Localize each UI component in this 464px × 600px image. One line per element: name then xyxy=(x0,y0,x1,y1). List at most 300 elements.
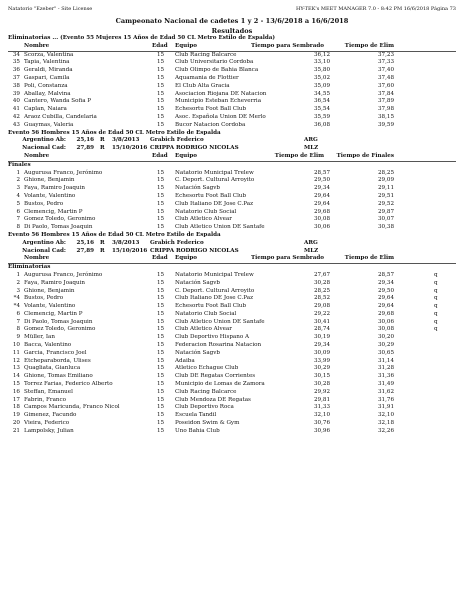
row-qualifier: q xyxy=(434,271,438,278)
row-final: 31,91 xyxy=(377,404,394,411)
row-final: 30,29 xyxy=(377,342,394,349)
row-team: Municipio Esteban Echeverria xyxy=(175,98,262,105)
row-team: Natatorio Municipal Trelew xyxy=(175,169,254,176)
row-seed: 28,74 xyxy=(313,326,330,333)
event-title: Evento 56 Hombres 15 Años de Edad 50 CL Metro Estilo de Espalda xyxy=(8,231,221,238)
row-seed: 28,57 xyxy=(313,169,330,176)
row-name: Faya, Ramiro Joaquin xyxy=(24,279,85,286)
row-age: 15 xyxy=(157,51,165,58)
row-age: 15 xyxy=(157,295,165,302)
row-team: Escuela Tandil xyxy=(175,412,217,419)
row-team: Club Universitario Cordoba xyxy=(175,59,254,66)
row-team: Poseidon Swim & Gym xyxy=(175,420,240,427)
col-name: Nombre xyxy=(24,42,50,49)
row-age: 15 xyxy=(157,303,165,310)
row-final: 30,20 xyxy=(377,334,394,341)
row-team: Natación Sagvb xyxy=(175,349,220,356)
row-name: Ghione, Tomas Emiliano xyxy=(24,373,93,380)
row-seed: 30,15 xyxy=(313,373,330,380)
table-row xyxy=(8,381,456,389)
row-place: 1 xyxy=(16,169,20,176)
row-place: 11 xyxy=(12,349,20,356)
row-name: Tapia, Valentina xyxy=(24,59,70,66)
row-name: Geraldi, Miranda xyxy=(24,67,73,74)
row-age: 15 xyxy=(157,310,165,317)
row-name: Volante, Valentino xyxy=(24,192,76,199)
row-place: 4 xyxy=(16,192,20,199)
row-name: Lampolsky, Julian xyxy=(24,427,74,434)
row-age: 15 xyxy=(157,121,165,128)
row-qualifier: q xyxy=(434,326,438,333)
row-age: 15 xyxy=(157,271,165,278)
row-team: Asociacion Riojana DE Natacion xyxy=(175,90,267,97)
row-team: Echesortu Foot Ball Club xyxy=(175,192,247,199)
row-age: 15 xyxy=(157,67,165,74)
table-row xyxy=(8,91,456,99)
row-team: Club DE Regatas Corrientes xyxy=(175,373,256,380)
row-age: 15 xyxy=(157,396,165,403)
table-row xyxy=(8,404,456,412)
table-row xyxy=(8,201,456,209)
row-seed: 29,34 xyxy=(313,185,330,192)
row-seed: 27,67 xyxy=(313,271,330,278)
row-team: Bucor Natacion Cordoba xyxy=(175,121,246,128)
row-team: Natatorio Club Social xyxy=(175,310,237,317)
row-qualifier: q xyxy=(434,279,438,286)
row-final: 37,23 xyxy=(377,51,394,58)
row-age: 15 xyxy=(157,420,165,427)
subhead-label: Eliminatorias xyxy=(8,264,51,271)
row-age: 15 xyxy=(157,427,165,434)
column-headers xyxy=(8,43,456,52)
table-row xyxy=(8,59,456,67)
column-headers xyxy=(8,255,456,264)
subhead xyxy=(8,264,456,272)
row-seed: 35,59 xyxy=(313,113,330,120)
row-final: 31,14 xyxy=(377,357,394,364)
row-name: Poli, Constanza xyxy=(24,82,68,89)
table-row xyxy=(8,224,456,232)
record-label: Argentino Ab: xyxy=(22,137,66,144)
row-age: 15 xyxy=(157,381,165,388)
page-header xyxy=(8,6,456,15)
row-final: 29,64 xyxy=(377,295,394,302)
row-team: Club Italiano DE Jose C.Paz xyxy=(175,295,254,302)
record-label: Nacional Cad: xyxy=(22,247,66,254)
record-code: MLZ xyxy=(304,247,319,254)
col-seed: Tiempo para Sembrado xyxy=(250,42,324,49)
row-age: 15 xyxy=(157,287,165,294)
row-name: Müller, Ian xyxy=(24,334,55,341)
row-name: Augurusa Franco, Jerónimo xyxy=(24,169,103,176)
row-seed: 29,81 xyxy=(313,396,330,403)
row-team: Natatorio Club Social xyxy=(175,208,237,215)
row-place: 8 xyxy=(16,326,20,333)
row-seed: 29,92 xyxy=(313,388,330,395)
row-place: 12 xyxy=(12,357,20,364)
row-team: Club Mendoza DE Regatas xyxy=(175,396,251,403)
record-flag: R xyxy=(100,247,105,254)
row-final: 30,06 xyxy=(377,318,394,325)
row-qualifier: q xyxy=(434,303,438,310)
row-seed: 36,12 xyxy=(313,51,330,58)
row-place: 19 xyxy=(12,412,20,419)
row-age: 15 xyxy=(157,59,165,66)
row-team: Club Racing Balcarce xyxy=(175,388,237,395)
table-row xyxy=(8,295,456,303)
record-holder: Grabich Federico xyxy=(150,239,204,246)
row-seed: 28,52 xyxy=(313,295,330,302)
table-row xyxy=(8,428,456,436)
table-row xyxy=(8,177,456,185)
row-place: 42 xyxy=(12,113,20,120)
row-team: Club Atletico Union DE Santafe xyxy=(175,224,265,231)
row-team: Club Atletico Alvear xyxy=(175,216,232,223)
row-team: El Club Alta Gracia xyxy=(175,82,230,89)
row-final: 32,10 xyxy=(377,412,394,419)
row-place: 21 xyxy=(12,427,20,434)
row-seed: 35,02 xyxy=(313,74,330,81)
row-place: 3 xyxy=(16,287,20,294)
row-final: 29,52 xyxy=(377,200,394,207)
row-team: Aquamania de Flottier xyxy=(175,74,239,81)
table-row xyxy=(8,350,456,358)
row-age: 15 xyxy=(157,388,165,395)
table-row xyxy=(8,52,456,60)
table-row xyxy=(8,326,456,334)
row-place: *4 xyxy=(13,303,20,310)
row-seed: 30,28 xyxy=(313,381,330,388)
record-line xyxy=(8,137,456,145)
row-name: Cantero, Wanda Sofia P xyxy=(24,98,92,105)
row-team: Club Atletico Union DE Santafe xyxy=(175,318,265,325)
table-row xyxy=(8,75,456,83)
table-row xyxy=(8,280,456,288)
row-seed: 29,22 xyxy=(313,310,330,317)
table-row xyxy=(8,420,456,428)
row-place: 34 xyxy=(12,51,20,58)
table-row xyxy=(8,373,456,381)
row-place: 5 xyxy=(16,200,20,207)
row-team: Adaiba xyxy=(175,357,195,364)
row-name: Guaymas, Valeria xyxy=(24,121,74,128)
row-place: 13 xyxy=(12,365,20,372)
row-place: 7 xyxy=(16,318,20,325)
row-seed: 33,10 xyxy=(313,59,330,66)
row-place: 41 xyxy=(12,106,20,113)
row-seed: 34,55 xyxy=(313,90,330,97)
record-flag: R xyxy=(100,137,105,144)
row-seed: 31,33 xyxy=(313,404,330,411)
row-final: 31,49 xyxy=(377,381,394,388)
row-final: 31,62 xyxy=(377,388,394,395)
row-final: 31,76 xyxy=(377,396,394,403)
row-name: Bustos, Pedro xyxy=(24,295,64,302)
row-final: 29,50 xyxy=(377,287,394,294)
row-team: Club Racing Balcarce xyxy=(175,51,237,58)
row-name: Aballay, Malvina xyxy=(24,90,71,97)
row-seed: 30,41 xyxy=(313,318,330,325)
row-final: 37,60 xyxy=(377,82,394,89)
record-flag: R xyxy=(100,239,105,246)
row-final: 29,51 xyxy=(377,192,394,199)
row-name: Volante, Valentino xyxy=(24,303,76,310)
row-name: Clemencig, Martin P xyxy=(24,310,83,317)
table-row xyxy=(8,272,456,280)
row-final: 38,15 xyxy=(377,113,394,120)
row-team: Natación Sagvb xyxy=(175,279,220,286)
table-row xyxy=(8,67,456,75)
row-age: 15 xyxy=(157,224,165,231)
row-name: Scorza, Valentina xyxy=(24,51,74,58)
row-final: 29,34 xyxy=(377,279,394,286)
record-date: 15/10/2016 xyxy=(112,247,148,254)
row-age: 15 xyxy=(157,113,165,120)
row-place: 10 xyxy=(12,342,20,349)
row-team: Club Deportivo Hispano A xyxy=(175,334,250,341)
row-seed: 29,08 xyxy=(313,303,330,310)
row-age: 15 xyxy=(157,279,165,286)
row-place: *4 xyxy=(13,295,20,302)
site-license-text: Natatorio "Ezeber" - Site License xyxy=(8,6,93,12)
row-seed: 29,50 xyxy=(313,177,330,184)
record-date: 3/8/2013 xyxy=(112,239,140,246)
row-name: Araoz Cubilla, Candelaria xyxy=(24,113,97,120)
row-place: 16 xyxy=(12,388,20,395)
row-name: Ghione, Benjamin xyxy=(24,177,75,184)
record-holder: Grabich Federico xyxy=(150,137,204,144)
row-final: 31,28 xyxy=(377,365,394,372)
col-final: Tiempo de Elim xyxy=(344,255,394,262)
row-name: Quagliata, Gianluca xyxy=(24,365,81,372)
record-holder: CRIPPA RODRIGO NICOLAS xyxy=(150,145,239,152)
row-seed: 29,34 xyxy=(313,342,330,349)
row-team: Atletico Echague Club xyxy=(175,365,239,372)
record-line xyxy=(8,248,456,256)
row-final: 30,65 xyxy=(377,349,394,356)
row-place: 20 xyxy=(12,420,20,427)
table-row xyxy=(8,334,456,342)
row-place: 2 xyxy=(16,177,20,184)
subhead-label: Finales xyxy=(8,161,31,168)
row-age: 15 xyxy=(157,334,165,341)
row-place: 18 xyxy=(12,404,20,411)
event-heading xyxy=(8,232,456,240)
results-content xyxy=(8,35,456,436)
row-name: Gaspari, Camila xyxy=(24,74,70,81)
row-place: 14 xyxy=(12,373,20,380)
row-final: 30,08 xyxy=(377,326,394,333)
row-final: 31,36 xyxy=(377,373,394,380)
table-row xyxy=(8,170,456,178)
row-qualifier: q xyxy=(434,318,438,325)
row-age: 15 xyxy=(157,365,165,372)
record-code: ARG xyxy=(304,239,318,246)
row-team: Club Olimpo de Bahia Blanca xyxy=(175,67,259,74)
row-age: 15 xyxy=(157,208,165,215)
record-code: ARG xyxy=(304,137,318,144)
row-name: Di Paolo, Tomas Joaquin xyxy=(24,318,93,325)
col-name: Nombre xyxy=(24,255,50,262)
row-age: 15 xyxy=(157,318,165,325)
row-qualifier: q xyxy=(434,310,438,317)
row-place: 15 xyxy=(12,381,20,388)
row-name: Gomez Toledo, Geronimo xyxy=(24,326,96,333)
row-seed: 35,09 xyxy=(313,82,330,89)
table-row xyxy=(8,365,456,373)
row-qualifier: q xyxy=(434,287,438,294)
row-final: 29,87 xyxy=(377,208,394,215)
row-place: 3 xyxy=(16,185,20,192)
row-final: 30,38 xyxy=(377,224,394,231)
row-team: Club Deportivo Roca xyxy=(175,404,234,411)
row-age: 15 xyxy=(157,90,165,97)
row-name: Bustos, Pedro xyxy=(24,200,64,207)
row-age: 15 xyxy=(157,98,165,105)
table-row xyxy=(8,106,456,114)
row-name: Campos Maricunda, Franco Nicol xyxy=(24,404,120,411)
table-row xyxy=(8,303,456,311)
table-row xyxy=(8,193,456,201)
row-seed: 35,54 xyxy=(313,106,330,113)
row-place: 7 xyxy=(16,216,20,223)
row-name: Ghione, Benjamin xyxy=(24,287,75,294)
row-age: 15 xyxy=(157,169,165,176)
row-qualifier: q xyxy=(434,295,438,302)
row-final: 37,33 xyxy=(377,59,394,66)
row-age: 15 xyxy=(157,200,165,207)
table-row xyxy=(8,288,456,296)
meet-manager-text: HY-TEK's MEET MANAGER 7.0 - 8:42 PM 16/6/2018 Página 73 xyxy=(296,6,456,12)
record-label: Argentino Ab: xyxy=(22,239,66,246)
row-final: 37,98 xyxy=(377,106,394,113)
row-seed: 29,64 xyxy=(313,200,330,207)
event-heading xyxy=(8,130,456,138)
table-row xyxy=(8,412,456,420)
row-place: 2 xyxy=(16,279,20,286)
row-place: 38 xyxy=(12,82,20,89)
row-name: Etcheparaborda, Ulises xyxy=(24,357,91,364)
row-final: 29,11 xyxy=(377,185,394,192)
row-name: Steffan, Emanuel xyxy=(24,388,73,395)
col-age: Edad xyxy=(152,42,168,49)
row-name: Caplan, Naiara xyxy=(24,106,67,113)
row-name: Fabrin, Franco xyxy=(24,396,67,403)
table-row xyxy=(8,114,456,122)
row-final: 37,89 xyxy=(377,98,394,105)
table-row xyxy=(8,83,456,91)
row-final: 29,09 xyxy=(377,177,394,184)
row-seed: 28,25 xyxy=(313,287,330,294)
row-place: 39 xyxy=(12,90,20,97)
row-final: 32,26 xyxy=(377,427,394,434)
row-name: Gomez Toledo, Geronimo xyxy=(24,216,96,223)
row-seed: 30,08 xyxy=(313,216,330,223)
row-name: Augurusa Franco, Jerónimo xyxy=(24,271,103,278)
row-final: 30,07 xyxy=(377,216,394,223)
row-name: Torrez Farias, Federico Alberto xyxy=(24,381,113,388)
row-final: 29,64 xyxy=(377,303,394,310)
row-team: Asoc. Española Union DE Merlo xyxy=(175,113,266,120)
row-final: 28,25 xyxy=(377,169,394,176)
row-name: Di Paolo, Tomas Joaquin xyxy=(24,224,93,231)
row-seed: 30,19 xyxy=(313,334,330,341)
table-row xyxy=(8,216,456,224)
col-team: Equipo xyxy=(175,152,198,159)
col-team: Equipo xyxy=(175,255,198,262)
row-seed: 33,99 xyxy=(313,357,330,364)
row-seed: 29,68 xyxy=(313,208,330,215)
subhead xyxy=(8,162,456,170)
col-name: Nombre xyxy=(24,152,50,159)
record-line xyxy=(8,145,456,153)
row-seed: 30,96 xyxy=(313,427,330,434)
record-code: MLZ xyxy=(304,145,319,152)
row-seed: 30,29 xyxy=(313,365,330,372)
record-time: 27,89 xyxy=(76,247,94,254)
table-row xyxy=(8,397,456,405)
row-place: 37 xyxy=(12,74,20,81)
record-time: 25,16 xyxy=(76,137,94,144)
row-place: 6 xyxy=(16,310,20,317)
record-label: Nacional Cad: xyxy=(22,145,66,152)
row-team: Federacion Rosarina Natacion xyxy=(175,342,262,349)
row-team: Echesortu Foot Ball Club xyxy=(175,303,247,310)
row-team: C. Deport. Cultural Arroyito xyxy=(175,177,255,184)
row-name: Garcia, Francisco Joel xyxy=(24,349,87,356)
row-team: Municipio de Lomas de Zamora xyxy=(175,381,265,388)
event-title: Eliminatorias ... (Evento 55 Mujeres 15 Años de Edad 50 CL Metro Estilo de Espalda) xyxy=(8,35,276,41)
row-name: Clemencig, Martin P xyxy=(24,208,83,215)
row-final: 37,48 xyxy=(377,74,394,81)
table-row xyxy=(8,209,456,217)
row-team: Natatorio Municipal Trelew xyxy=(175,271,254,278)
row-age: 15 xyxy=(157,216,165,223)
row-place: 35 xyxy=(12,59,20,66)
row-team: Club Atletico Alvear xyxy=(175,326,232,333)
row-team: Echesortu Foot Ball Club xyxy=(175,106,247,113)
row-seed: 29,64 xyxy=(313,192,330,199)
row-final: 29,68 xyxy=(377,310,394,317)
table-row xyxy=(8,185,456,193)
row-seed: 30,06 xyxy=(313,224,330,231)
col-seed: Tiempo para Sembrado xyxy=(250,255,324,262)
row-place: 8 xyxy=(16,224,20,231)
row-age: 15 xyxy=(157,412,165,419)
column-headers xyxy=(8,153,456,162)
row-age: 15 xyxy=(157,106,165,113)
row-place: 36 xyxy=(12,67,20,74)
row-age: 15 xyxy=(157,82,165,89)
row-team: Natación Sagvb xyxy=(175,185,220,192)
row-final: 28,57 xyxy=(377,271,394,278)
col-team: Equipo xyxy=(175,42,198,49)
row-name: Gimenez, Facundo xyxy=(24,412,77,419)
row-place: 6 xyxy=(16,208,20,215)
record-line xyxy=(8,240,456,248)
row-name: Faya, Ramiro Joaquin xyxy=(24,185,85,192)
table-row xyxy=(8,389,456,397)
row-age: 15 xyxy=(157,177,165,184)
row-age: 15 xyxy=(157,74,165,81)
row-age: 15 xyxy=(157,326,165,333)
col-age: Edad xyxy=(152,255,168,262)
row-age: 15 xyxy=(157,373,165,380)
table-row xyxy=(8,358,456,366)
row-final: 37,40 xyxy=(377,67,394,74)
row-age: 15 xyxy=(157,342,165,349)
row-age: 15 xyxy=(157,192,165,199)
